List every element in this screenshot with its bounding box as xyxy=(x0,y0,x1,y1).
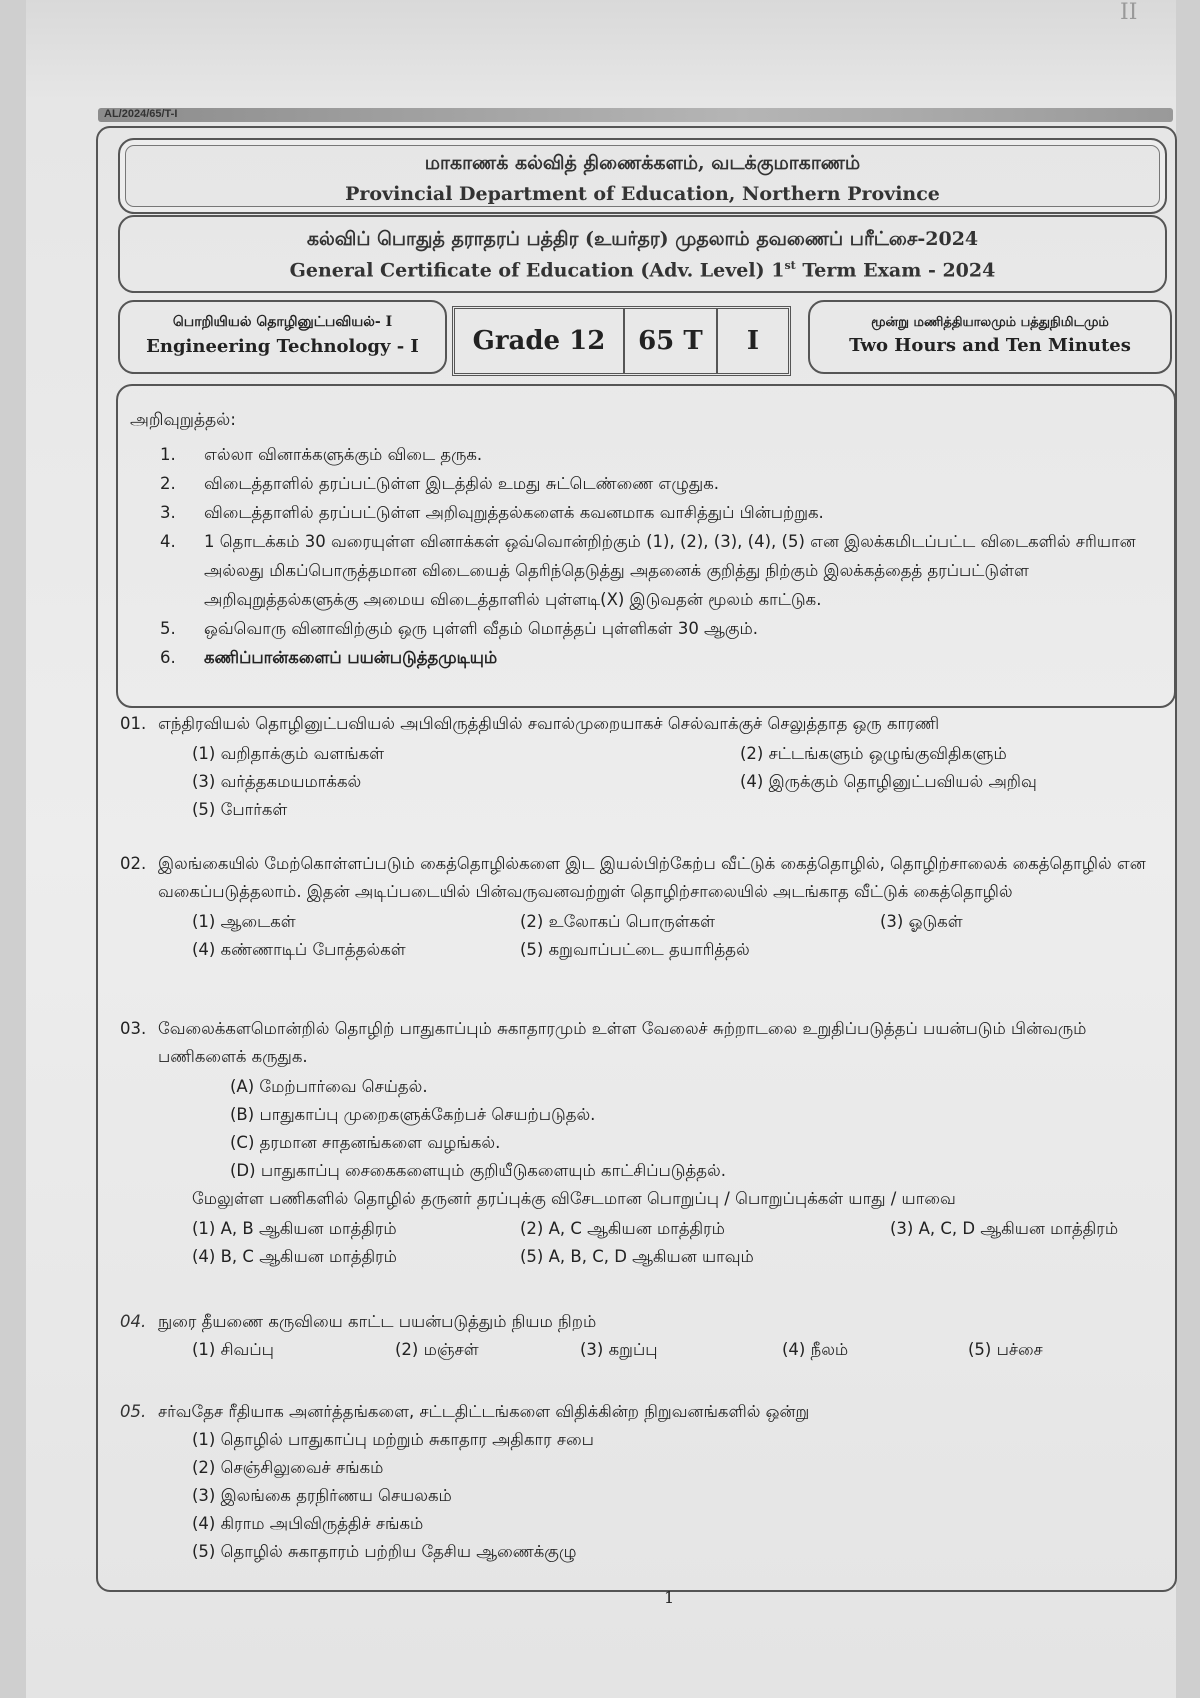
option-5[interactable]: (5) பச்சை xyxy=(968,1340,1043,1359)
question-stem: வேலைக்களமொன்றில் தொழிற் பாதுகாப்பும் சுகாதாரமும் உள்ள வேலைச் சுற்றாடலை உறுதிப்படுத்தப் பயன்படும் பின்வரும் பணிகளைக் கருதுக. xyxy=(158,1019,1087,1066)
question-body xyxy=(120,1071,1170,1281)
question-stem: நுரை தீயணை கருவியை காட்ட பயன்படுத்தும் நியம நிறம் xyxy=(158,1312,597,1331)
option-4[interactable]: (4) B, C ஆகியன மாத்திரம் xyxy=(192,1247,397,1266)
exam-english: General Certificate of Education (Adv. Level) 1st Term Exam - 2024 xyxy=(289,259,996,282)
option-3[interactable]: (3) கறுப்பு xyxy=(580,1340,658,1359)
question-2: 02. இலங்கையில் மேற்கொள்ளப்படும் கைத்தொழில்களை இட இயல்பிற்கேற்ப வீட்டுக் கைத்தொழில், தொழிற்சாலைக் கைத்தொழில் என வகைப்படுத்தலாம். இதன் அடிப்படையில் பின்வருவனவற்றுள் தொழிற்சாலையில் அடங்காத வீட்டுக் கைத்தொழில் (1) ஆடைகள் (2) உலோகப் பொருள்கள் (3) ஓடுகள் (4) கண்ணாடிப் போத்தல்கள் (5) கறுவாப்பட்டை தயாரித்தல் xyxy=(120,850,1170,976)
option-5[interactable]: (5) போர்கள் xyxy=(192,800,288,819)
option-4[interactable]: (4) கிராம அபிவிருத்திச் சங்கம் xyxy=(192,1514,424,1533)
time-tamil: மூன்று மணித்தியாலமும் பத்துநிமிடமும் xyxy=(871,315,1109,330)
option-1[interactable]: (1) வறிதாக்கும் வளங்கள் xyxy=(192,744,385,763)
option-4[interactable]: (4) கண்ணாடிப் போத்தல்கள் xyxy=(192,940,406,959)
option-2[interactable]: (2) சட்டங்களும் ஒழுங்குவிதிகளும் xyxy=(740,744,1007,763)
options xyxy=(120,1336,1170,1376)
paper-part: I xyxy=(746,326,759,356)
option-5[interactable]: (5) தொழில் சுகாதாரம் பற்றிய தேசிய ஆணைக்குழு xyxy=(192,1542,577,1561)
option-3[interactable]: (3) இலங்கை தரநிர்ணய செயலகம் xyxy=(192,1486,452,1505)
corner-mark: II xyxy=(1120,0,1138,25)
task-a: (A) மேற்பார்வை செய்தல். xyxy=(230,1077,428,1096)
option-4[interactable]: (4) நீலம் xyxy=(782,1340,849,1359)
instruction-item: 6. கணிப்பான்களைப் பயன்படுத்தமுடியும் xyxy=(160,648,498,667)
grade-label: Grade 12 xyxy=(455,309,625,373)
question-3: 03. வேலைக்களமொன்றில் தொழிற் பாதுகாப்பும் சுகாதாரமும் உள்ள வேலைச் சுற்றாடலை உறுதிப்படுத்தப் பயன்படும் பின்வரும் பணிகளைக் கருதுக. (A) மேற்பார்வை செய்தல். (B) பாதுகாப்பு முறைகளுக்கேற்பச் செயற்படுதல். (C) தரமான சாதனங்களை வழங்கல். (D) பாதுகாப்பு சைகைகளையும் குறியீடுகளையும் காட்சிப்படுத்தல். மேலுள்ள பணிகளில் தொழில் தருனர் தரப்புக்கு விசேடமான பொறுப்பு / பொறுப்புக்கள் யாது / யாவை (1) A, B ஆகியன மாத்திரம் (2) A, C ஆகியன மாத்திரம் (3) A, C, D ஆகியன மாத்திரம் (4) B, C ஆகியன மாத்திரம் (5) A, B, C, D ஆகியன யாவும் xyxy=(120,1015,1170,1281)
option-1[interactable]: (1) சிவப்பு xyxy=(192,1340,274,1359)
option-5[interactable]: (5) கறுவாப்பட்டை தயாரித்தல் xyxy=(520,940,750,959)
instruction-item: 3. விடைத்தாளில் தரப்பட்டுள்ள அறிவுறுத்தல்களைக் கவனமாக வாசித்துப் பின்பற்றுக. xyxy=(160,503,824,522)
exam-box xyxy=(118,215,1167,293)
option-3[interactable]: (3) ஓடுகள் xyxy=(880,912,963,931)
instructions-title: அறிவுறுத்தல்: xyxy=(130,410,236,430)
subject-english: Engineering Technology - I xyxy=(146,336,419,357)
task-d: (D) பாதுகாப்பு சைகைகளையும் குறியீடுகளையும் காட்சிப்படுத்தல். xyxy=(230,1161,726,1180)
question-5: 05. சர்வதேச ரீதியாக அனர்த்தங்களை, சட்டதிட்டங்களை விதிக்கின்ற நிறுவனங்களில் ஒன்று (1) தொழில் பாதுகாப்பு மற்றும் சுகாதார அதிகார சபை (2) செஞ்சிலுவைச் சங்கம் (3) இலங்கை தரநிர்ணய செயலகம் (4) கிராம அபிவிருத்திச் சங்கம் (5) தொழில் சுகாதாரம் பற்றிய தேசிய ஆணைக்குழு xyxy=(120,1398,1170,1576)
exam-tamil: கல்விப் பொதுத் தராதரப் பத்திர (உயர்தர) முதலாம் தவணைப் பரீட்சை-2024 xyxy=(306,228,979,250)
question-4: 04. நுரை தீயணை கருவியை காட்ட பயன்படுத்தும் நியம நிறம் (1) சிவப்பு (2) மஞ்சள் (3) கறுப்பு (4) நீலம் (5) பச்சை xyxy=(120,1308,1170,1376)
option-1[interactable]: (1) தொழில் பாதுகாப்பு மற்றும் சுகாதார அதிகார சபை xyxy=(192,1430,594,1449)
option-3[interactable]: (3) A, C, D ஆகியன மாத்திரம் xyxy=(890,1219,1119,1238)
option-3[interactable]: (3) வர்த்தகமயமாக்கல் xyxy=(192,772,362,791)
question-prompt: மேலுள்ள பணிகளில் தொழில் தருனர் தரப்புக்கு விசேடமான பொறுப்பு / பொறுப்புக்கள் யாது / யாவை xyxy=(192,1189,956,1208)
department-tamil: மாகாணக் கல்வித் திணைக்களம், வடக்குமாகாணம் xyxy=(424,152,861,174)
option-2[interactable]: (2) செஞ்சிலுவைச் சங்கம் xyxy=(192,1458,384,1477)
subject-code: 65 T xyxy=(625,309,718,373)
question-1: 01. எந்திரவியல் தொழினுட்பவியல் அபிவிருத்தியில் சவால்முறையாகச் செல்வாக்குச் செலுத்தாத ஒரு காரணி (1) வறிதாக்கும் வளங்கள் (2) சட்டங்களும் ஒழுங்குவிதிகளும் (3) வர்த்தகமயமாக்கல் (4) இருக்கும் தொழினுட்பவியல் அறிவு (5) போர்கள் xyxy=(120,710,1170,828)
instruction-item: 5. ஒவ்வொரு வினாவிற்கும் ஒரு புள்ளி வீதம் மொத்தப் புள்ளிகள் 30 ஆகும். xyxy=(160,619,759,638)
question-stem: இலங்கையில் மேற்கொள்ளப்படும் கைத்தொழில்களை இட இயல்பிற்கேற்ப வீட்டுக் கைத்தொழில், தொழிற்சாலைக் கைத்தொழில் என வகைப்படுத்தலாம். இதன் அடிப்படையில் பின்வருவனவற்றுள் தொழிற்சாலையில் அடங்காத வீட்டுக் கைத்தொழில் xyxy=(158,854,1146,901)
time-english: Two Hours and Ten Minutes xyxy=(849,335,1131,356)
option-1[interactable]: (1) ஆடைகள் xyxy=(192,912,296,931)
task-c: (C) தரமான சாதனங்களை வழங்கல். xyxy=(230,1133,501,1152)
header-strip xyxy=(98,108,1173,122)
option-5[interactable]: (5) A, B, C, D ஆகியன யாவும் xyxy=(520,1247,754,1266)
time-box xyxy=(808,300,1172,374)
instruction-item: 1. எல்லா வினாக்களுக்கும் விடை தருக. xyxy=(160,445,483,464)
option-4[interactable]: (4) இருக்கும் தொழினுட்பவியல் அறிவு xyxy=(740,772,1037,791)
options xyxy=(120,906,1170,976)
department-english: Provincial Department of Education, Northern Province xyxy=(345,183,940,205)
question-stem: எந்திரவியல் தொழினுட்பவியல் அபிவிருத்தியில் சவால்முறையாகச் செல்வாக்குச் செலுத்தாத ஒரு காரணி xyxy=(158,714,940,733)
subject-box xyxy=(118,300,447,374)
options xyxy=(120,1426,1170,1576)
instruction-item: 4. 1 தொடக்கம் 30 வரையுள்ள வினாக்கள் ஒவ்வொன்றிற்கும் (1), (2), (3), (4), (5) என இலக்கமிடப்பட்ட விடைகளில் சரியான அல்லது மிகப்பொருத்தமான விடையைத் தெரிந்தெடுத்து அதனைக் குறித்து நிற்கும் இலக்கத்தைத் தரப்பட்டுள்ள அறிவுறுத்தல்களுக்கு அமைய விடைத்தாளில் புள்ளடி(X) இடுவதன் மூலம் காட்டுக. xyxy=(160,532,1136,609)
question-stem: சர்வதேச ரீதியாக அனர்த்தங்களை, சட்டதிட்டங்களை விதிக்கின்ற நிறுவனங்களில் ஒன்று xyxy=(158,1402,810,1421)
option-2[interactable]: (2) உலோகப் பொருள்கள் xyxy=(520,912,716,931)
options xyxy=(120,738,1170,828)
instructions-list xyxy=(160,440,1150,672)
option-2[interactable]: (2) A, C ஆகியன மாத்திரம் xyxy=(520,1219,725,1238)
page-number: 1 xyxy=(664,1588,675,1607)
option-2[interactable]: (2) மஞ்சள் xyxy=(395,1340,479,1359)
task-b: (B) பாதுகாப்பு முறைகளுக்கேற்பச் செயற்படுதல். xyxy=(230,1105,596,1124)
paper-code: AL/2024/65/T-I xyxy=(104,108,178,120)
department-box xyxy=(118,138,1167,214)
option-1[interactable]: (1) A, B ஆகியன மாத்திரம் xyxy=(192,1219,397,1238)
subject-tamil: பொறியியல் தொழினுட்பவியல்- I xyxy=(172,314,393,330)
instruction-item: 2. விடைத்தாளில் தரப்பட்டுள்ள இடத்தில் உமது சுட்டெண்ணை எழுதுக. xyxy=(160,474,720,493)
grade-box xyxy=(452,306,791,376)
